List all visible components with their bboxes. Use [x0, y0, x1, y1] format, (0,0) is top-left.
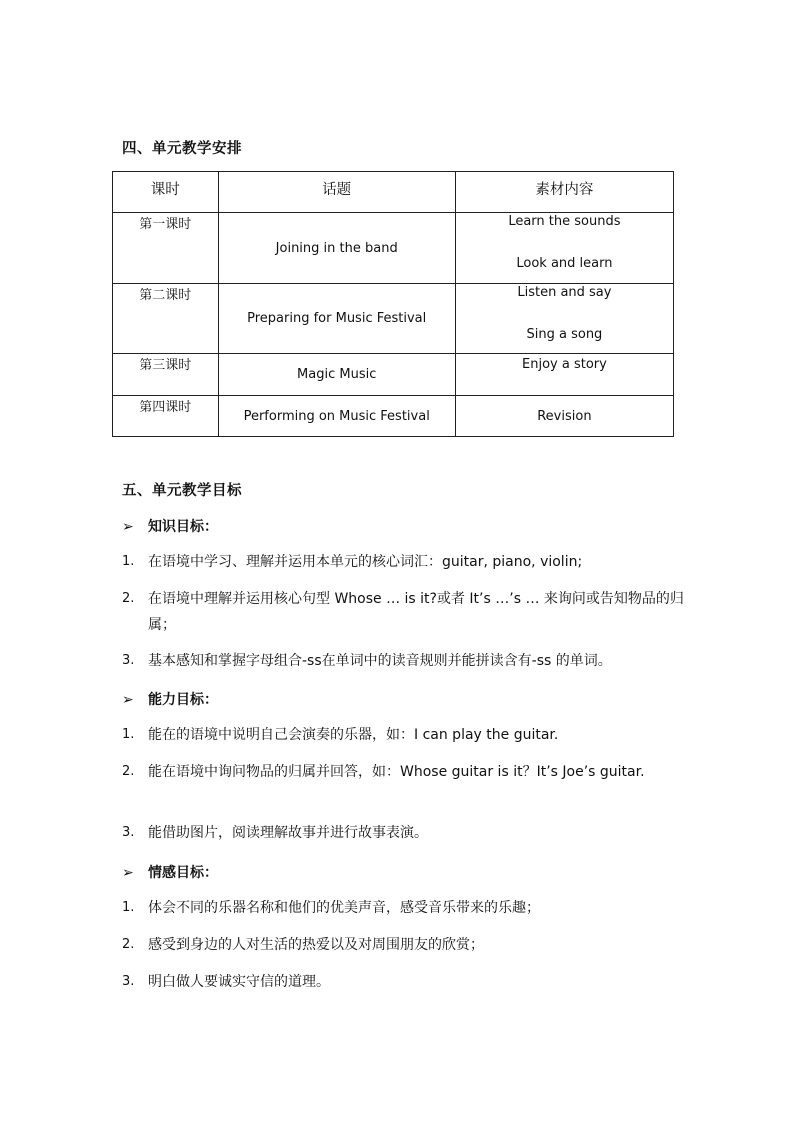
- materials-cell: Revision: [455, 396, 673, 437]
- lesson-cell: 第一课时: [113, 213, 219, 284]
- table-row: [113, 213, 674, 284]
- item-text: 在语境中学习、理解并运用本单元的核心词汇：guitar, piano, violin;: [148, 554, 583, 570]
- list-item: [122, 759, 692, 785]
- materials-cell: [455, 284, 673, 354]
- group-label: 知识目标：: [148, 519, 218, 535]
- ability-goals-heading: [122, 689, 218, 709]
- list-item: [122, 586, 692, 638]
- item-text: 能借助图片，阅读理解故事并进行故事表演。: [148, 825, 428, 841]
- lesson-cell: 第二课时: [113, 284, 219, 354]
- table-header-row: [113, 172, 674, 213]
- item-number: 1.: [122, 900, 135, 915]
- item-number: 2.: [122, 764, 135, 779]
- item-text: 基本感知和掌握字母组合-ss在单词中的读音规则并能拼读含有-ss 的单词。: [148, 653, 612, 669]
- knowledge-goals-heading: [122, 516, 218, 536]
- item-number: 1.: [122, 727, 135, 742]
- arrowhead-bullet-icon: ➢: [122, 519, 134, 535]
- header-lesson: 课时: [113, 172, 219, 213]
- header-topic: 话题: [218, 172, 455, 213]
- table-row: [113, 354, 674, 396]
- section-5-title: 五、单元教学目标: [122, 483, 242, 499]
- group-label: 能力目标：: [148, 692, 218, 708]
- material-item: Sing a song: [526, 327, 603, 342]
- arrowhead-bullet-icon: ➢: [122, 692, 134, 708]
- item-number: 3.: [122, 974, 135, 989]
- lesson-cell: 第四课时: [113, 396, 219, 437]
- item-number: 3.: [122, 653, 135, 668]
- material-item: Look and learn: [516, 256, 613, 271]
- list-item: [122, 895, 692, 921]
- item-number: 3.: [122, 825, 135, 840]
- item-text: 感受到身边的人对生活的热爱以及对周围朋友的欣赏；: [148, 937, 484, 953]
- list-item: [122, 820, 692, 846]
- topic-cell: Preparing for Music Festival: [218, 284, 455, 354]
- material-item: Learn the sounds: [508, 214, 621, 229]
- table-row: [113, 284, 674, 354]
- lesson-cell: 第三课时: [113, 354, 219, 396]
- group-label: 情感目标：: [148, 865, 218, 881]
- section-4-title: 四、单元教学安排: [122, 141, 242, 157]
- material-item: Listen and say: [517, 285, 612, 300]
- item-number: 2.: [122, 937, 135, 952]
- arrowhead-bullet-icon: ➢: [122, 865, 134, 881]
- item-text: 在语境中理解并运用核心句型 Whose … is it?或者 It’s …’s … 来询问或告知物品的归属；: [148, 591, 684, 633]
- topic-cell: Performing on Music Festival: [218, 396, 455, 437]
- materials-cell: [455, 213, 673, 284]
- item-text: 明白做人要诚实守信的道理。: [148, 974, 330, 990]
- item-number: 1.: [122, 554, 135, 569]
- list-item: [122, 932, 692, 958]
- topic-cell: Magic Music: [218, 354, 455, 396]
- item-text: 体会不同的乐器名称和他们的优美声音，感受音乐带来的乐趣；: [148, 900, 540, 916]
- item-number: 2.: [122, 591, 135, 606]
- item-text: 能在语境中询问物品的归属并回答，如：Whose guitar is it？It’s Joe’s guitar.: [148, 764, 645, 780]
- table-row: [113, 396, 674, 437]
- materials-cell: Enjoy a story: [455, 354, 673, 396]
- list-item: [122, 722, 692, 748]
- topic-cell: Joining in the band: [218, 213, 455, 284]
- list-item: [122, 969, 692, 995]
- header-materials: 素材内容: [455, 172, 673, 213]
- list-item: [122, 648, 692, 674]
- list-item: [122, 549, 692, 575]
- teaching-schedule-table: [112, 171, 674, 437]
- item-text: 能在的语境中说明自己会演奏的乐器，如：I can play the guitar.: [148, 727, 559, 743]
- emotional-goals-heading: [122, 862, 218, 882]
